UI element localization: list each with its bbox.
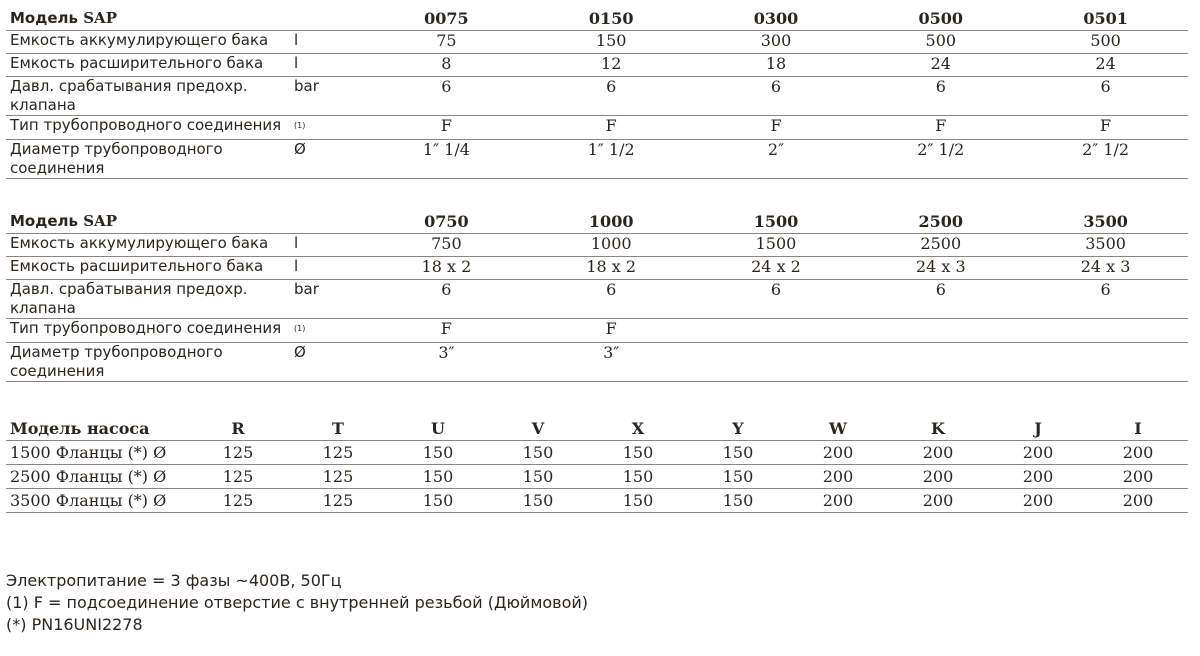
- spec-table-1: [6, 8, 1188, 179]
- table-cell: 125: [188, 489, 288, 513]
- row-label: 1500 Фланцы (*) Ø: [6, 441, 188, 465]
- table-cell: 6: [529, 77, 694, 116]
- table-cell: [694, 319, 859, 343]
- table-cell: 6: [858, 77, 1023, 116]
- table-cell: 1″ 1/2: [529, 140, 694, 179]
- table-row: [6, 319, 1188, 343]
- table-cell: 6: [694, 77, 859, 116]
- table-cell: 150: [688, 441, 788, 465]
- table-cell: 200: [1088, 441, 1188, 465]
- connection-type-note: (1) F = подсоединение отверстие с внутренней резьбой (Дюймовой): [6, 593, 589, 612]
- table-cell: [1023, 343, 1188, 382]
- footnote-marker: (1): [294, 121, 306, 130]
- pump-column-header: T: [288, 417, 388, 441]
- row-label: 3500 Фланцы (*) Ø: [6, 489, 188, 513]
- table-cell: 18: [694, 54, 859, 77]
- row-label: Тип трубопроводного соединения: [6, 116, 290, 140]
- row-label: Емкость расширительного бака: [6, 257, 290, 280]
- row-unit: bar: [290, 280, 364, 319]
- flange-standard-note: (*) PN16UNI2278: [6, 615, 143, 634]
- table-cell: 200: [1088, 489, 1188, 513]
- table-cell: F: [858, 116, 1023, 140]
- table-row: [6, 280, 1188, 319]
- row-label: Тип трубопроводного соединения: [6, 319, 290, 343]
- table-cell: 1″ 1/4: [364, 140, 529, 179]
- table-cell: 500: [858, 31, 1023, 54]
- table-cell: 150: [488, 441, 588, 465]
- table-cell: 6: [858, 280, 1023, 319]
- table-cell: F: [529, 116, 694, 140]
- table-cell: 150: [529, 31, 694, 54]
- pump-column-header: U: [388, 417, 488, 441]
- footnote-marker: (1): [294, 324, 306, 333]
- table-cell: 150: [688, 489, 788, 513]
- table-header-row: [6, 8, 1188, 31]
- pump-header-label: Модель насоса: [6, 417, 188, 441]
- table-cell: 200: [788, 489, 888, 513]
- row-label: Емкость аккумулирующего бака: [6, 31, 290, 54]
- table-cell: 6: [364, 280, 529, 319]
- table-cell: 1500: [694, 234, 859, 257]
- table-row: [6, 140, 1188, 179]
- table-cell: 3″: [364, 343, 529, 382]
- model-column-header: 0750: [364, 211, 529, 234]
- table-cell: 150: [388, 465, 488, 489]
- table-cell: 24: [858, 54, 1023, 77]
- table-cell: [1023, 319, 1188, 343]
- table-cell: 200: [788, 465, 888, 489]
- table-row: [6, 465, 1188, 489]
- table-cell: 2″ 1/2: [858, 140, 1023, 179]
- table-cell: 6: [364, 77, 529, 116]
- table-row: [6, 54, 1188, 77]
- table-row: [6, 343, 1188, 382]
- row-label: Давл. срабатывания предохр. клапана: [6, 280, 290, 319]
- table-cell: 150: [388, 489, 488, 513]
- row-label: 2500 Фланцы (*) Ø: [6, 465, 188, 489]
- row-unit: l: [290, 54, 364, 77]
- table-cell: 200: [888, 465, 988, 489]
- table-cell: 150: [388, 441, 488, 465]
- model-header-label: Модель SAP: [6, 211, 290, 234]
- power-supply-note: Электропитание = 3 фазы ~400В, 50Гц: [6, 571, 342, 590]
- footnotes: [6, 570, 588, 636]
- model-column-header: 2500: [858, 211, 1023, 234]
- pump-column-header: R: [188, 417, 288, 441]
- table-row: [6, 116, 1188, 140]
- table-cell: 2500: [858, 234, 1023, 257]
- table-cell: 24 x 3: [1023, 257, 1188, 280]
- table-cell: 3500: [1023, 234, 1188, 257]
- model-column-header: 0300: [694, 8, 859, 31]
- model-header-label: Модель SAP: [6, 8, 290, 31]
- table-cell: 8: [364, 54, 529, 77]
- row-label: Диаметр трубопроводного соединения: [6, 140, 290, 179]
- table-cell: 125: [188, 441, 288, 465]
- table-cell: 125: [188, 465, 288, 489]
- model-column-header: 0500: [858, 8, 1023, 31]
- table-row: [6, 489, 1188, 513]
- row-unit: l: [290, 31, 364, 54]
- table-cell: 6: [529, 280, 694, 319]
- table-header-row: [6, 211, 1188, 234]
- table-cell: 150: [588, 489, 688, 513]
- row-label: Давл. срабатывания предохр. клапана: [6, 77, 290, 116]
- table-cell: 18 x 2: [364, 257, 529, 280]
- table-cell: 125: [288, 441, 388, 465]
- table-cell: F: [1023, 116, 1188, 140]
- table-cell: F: [364, 319, 529, 343]
- table-cell: F: [364, 116, 529, 140]
- table-cell: 150: [688, 465, 788, 489]
- pump-column-header: X: [588, 417, 688, 441]
- table-cell: 200: [988, 489, 1088, 513]
- table-cell: 75: [364, 31, 529, 54]
- row-label: Емкость аккумулирующего бака: [6, 234, 290, 257]
- pump-column-header: J: [988, 417, 1088, 441]
- row-unit: Ø: [290, 343, 364, 382]
- table-cell: 24 x 2: [694, 257, 859, 280]
- table-cell: 500: [1023, 31, 1188, 54]
- table-row: [6, 234, 1188, 257]
- table-cell: [694, 343, 859, 382]
- table-cell: 125: [288, 489, 388, 513]
- spec-table-2: [6, 211, 1188, 382]
- table-header-row: [6, 417, 1188, 441]
- row-unit: bar: [290, 77, 364, 116]
- table-cell: 6: [694, 280, 859, 319]
- pump-column-header: Y: [688, 417, 788, 441]
- table-row: [6, 257, 1188, 280]
- table-cell: F: [529, 319, 694, 343]
- model-column-header: 0075: [364, 8, 529, 31]
- table-cell: 150: [588, 465, 688, 489]
- table-cell: 2″: [694, 140, 859, 179]
- table-cell: 6: [1023, 77, 1188, 116]
- table-cell: 12: [529, 54, 694, 77]
- pump-column-header: V: [488, 417, 588, 441]
- table-cell: 2″ 1/2: [1023, 140, 1188, 179]
- table-cell: 1000: [529, 234, 694, 257]
- pump-table: [6, 417, 1188, 513]
- table-cell: F: [694, 116, 859, 140]
- table-cell: 150: [588, 441, 688, 465]
- table-row: [6, 31, 1188, 54]
- table-cell: 125: [288, 465, 388, 489]
- table-cell: 6: [1023, 280, 1188, 319]
- model-column-header: 0150: [529, 8, 694, 31]
- row-label: Емкость расширительного бака: [6, 54, 290, 77]
- model-column-header: 3500: [1023, 211, 1188, 234]
- table-cell: 200: [988, 465, 1088, 489]
- table-cell: 24: [1023, 54, 1188, 77]
- pump-column-header: I: [1088, 417, 1188, 441]
- row-unit: l: [290, 257, 364, 280]
- table-row: [6, 77, 1188, 116]
- table-cell: 24 x 3: [858, 257, 1023, 280]
- row-label: Диаметр трубопроводного соединения: [6, 343, 290, 382]
- table-cell: [858, 319, 1023, 343]
- pump-column-header: K: [888, 417, 988, 441]
- table-cell: 200: [788, 441, 888, 465]
- model-column-header: 1500: [694, 211, 859, 234]
- table-cell: 200: [1088, 465, 1188, 489]
- model-column-header: 1000: [529, 211, 694, 234]
- table-row: [6, 441, 1188, 465]
- table-cell: 150: [488, 465, 588, 489]
- row-unit: Ø: [290, 140, 364, 179]
- table-cell: 200: [988, 441, 1088, 465]
- table-cell: 3″: [529, 343, 694, 382]
- table-cell: 18 x 2: [529, 257, 694, 280]
- table-cell: [858, 343, 1023, 382]
- model-column-header: 0501: [1023, 8, 1188, 31]
- table-cell: 200: [888, 489, 988, 513]
- row-unit: l: [290, 234, 364, 257]
- table-cell: 150: [488, 489, 588, 513]
- table-cell: 300: [694, 31, 859, 54]
- table-cell: 200: [888, 441, 988, 465]
- pump-column-header: W: [788, 417, 888, 441]
- table-cell: 750: [364, 234, 529, 257]
